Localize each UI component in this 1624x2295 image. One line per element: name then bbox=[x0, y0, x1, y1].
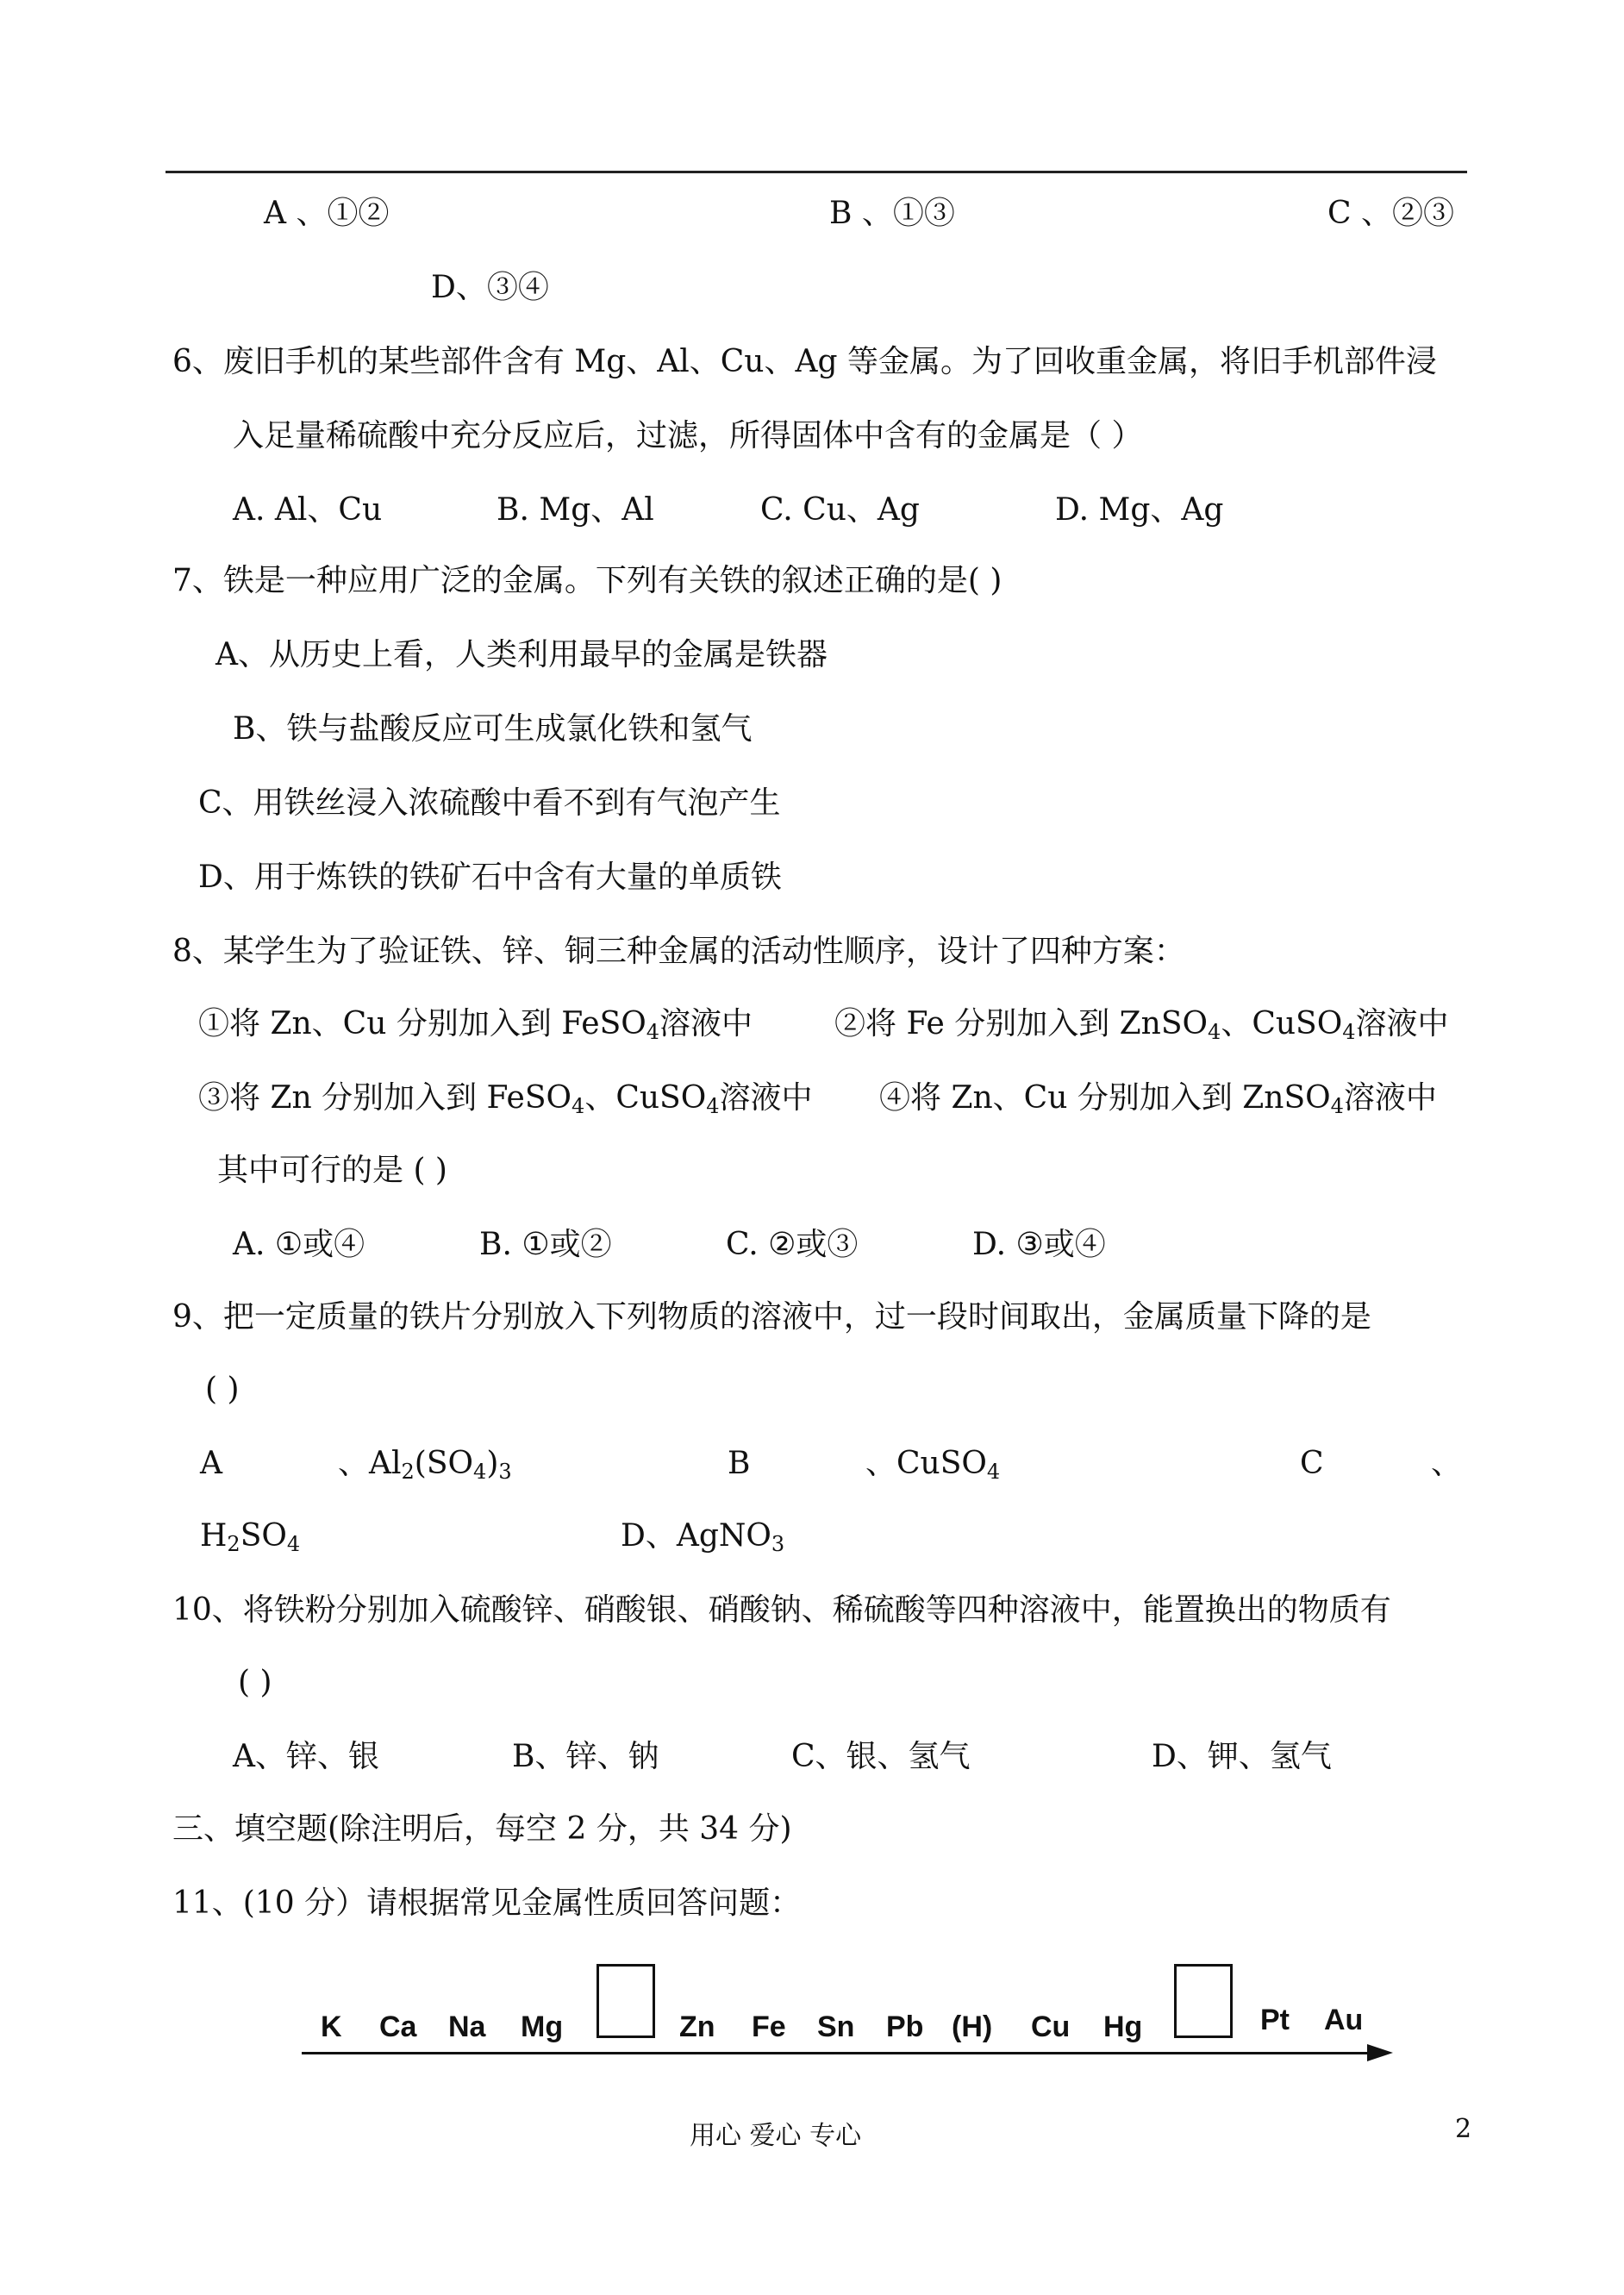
element-zn: Zn bbox=[679, 2010, 715, 2043]
q7-option-a: A、从历史上看，人类利用最早的金属是铁器 bbox=[215, 637, 828, 672]
q6-stem-line2: 入足量稀硫酸中充分反应后，过滤，所得固体中含有的金属是（ ） bbox=[233, 418, 1143, 453]
q9-answer-paren: ( ) bbox=[205, 1372, 240, 1407]
q7-stem: 7、铁是一种应用广泛的金属。下列有关铁的叙述正确的是( ) bbox=[172, 563, 1003, 598]
q10-answer-paren: ( ) bbox=[238, 1665, 272, 1700]
q10-option-d: D、钾、氢气 bbox=[1152, 1739, 1332, 1774]
q8-option-b: B. ①或② bbox=[479, 1227, 612, 1262]
element-cu: Cu bbox=[1031, 2010, 1071, 2043]
q10-stem: 10、将铁粉分别加入硫酸锌、硝酸银、硝酸钠、稀硫酸等四种溶液中，能置换出的物质有 bbox=[172, 1592, 1391, 1628]
q5-option-c: C 、②③ bbox=[1327, 196, 1454, 231]
q6-option-d: D. Mg、Ag bbox=[1055, 492, 1224, 528]
element-pt: Pt bbox=[1260, 2004, 1290, 2036]
q5-option-b: B 、①③ bbox=[829, 196, 955, 231]
element-sn: Sn bbox=[817, 2010, 855, 2043]
q6-option-c: C. Cu、Ag bbox=[760, 492, 920, 528]
q9-option-c-separator: 、 bbox=[1431, 1446, 1463, 1481]
q10-option-c: C、银、氢气 bbox=[791, 1739, 971, 1774]
page-number: 2 bbox=[1455, 2114, 1472, 2144]
q11-stem: 11、(10 分）请根据常见金属性质回答问题： bbox=[172, 1885, 802, 1921]
q8-option-a: A. ①或④ bbox=[233, 1227, 365, 1262]
q7-option-d: D、用于炼铁的铁矿石中含有大量的单质铁 bbox=[198, 860, 782, 895]
section3-title: 三、填空题(除注明后，每空 2 分，共 34 分) bbox=[172, 1811, 792, 1847]
series-arrowhead bbox=[1367, 2044, 1393, 2061]
q9-option-a: 、$Al_2(SO_4)_3$ bbox=[338, 1446, 512, 1484]
q6-stem-line1: 6、废旧手机的某些部件含有 Mg、Al、Cu、Ag 等金属。为了回收重金属，将旧手机部件浸 bbox=[172, 344, 1437, 379]
element-fe: Fe bbox=[752, 2010, 786, 2043]
q6-option-a: A. Al、Cu bbox=[233, 492, 383, 528]
q7-option-b: B、铁与盐酸反应可生成氯化铁和氢气 bbox=[233, 711, 753, 747]
blank-box-1 bbox=[597, 1964, 655, 2038]
q9-option-c-letter: C bbox=[1300, 1446, 1324, 1481]
q8-stem: 8、某学生为了验证铁、锌、铜三种金属的活动性顺序，设计了四种方案： bbox=[172, 934, 1185, 969]
q9-option-b-letter: B bbox=[728, 1446, 751, 1481]
q10-option-a: A、锌、银 bbox=[233, 1739, 379, 1774]
q9-option-c: $H_2SO_4$ bbox=[200, 1518, 301, 1556]
q9-option-b: 、CuSO$_4$ bbox=[865, 1446, 1001, 1484]
element-h: (H) bbox=[952, 2010, 993, 2043]
q7-option-c: C、用铁丝浸入浓硫酸中看不到有气泡产生 bbox=[198, 785, 781, 821]
element-k: K bbox=[321, 2010, 342, 2043]
q8-option-d: D. ③或④ bbox=[972, 1227, 1106, 1262]
q8-which: 其中可行的是 ( ) bbox=[217, 1153, 447, 1188]
element-mg: Mg bbox=[521, 2010, 564, 2043]
q5-option-a: A 、①② bbox=[264, 196, 390, 231]
footer-motto: 用心 爱心 专心 bbox=[690, 2121, 862, 2151]
q9-stem: 9、把一定质量的铁片分别放入下列物质的溶液中，过一段时间取出，金属质量下降的是 bbox=[172, 1299, 1371, 1335]
q9-option-a-letter: A bbox=[200, 1446, 222, 1481]
blank-box-2 bbox=[1174, 1964, 1233, 2038]
element-pb: Pb bbox=[886, 2010, 924, 2043]
element-au: Au bbox=[1324, 2004, 1364, 2036]
q9-option-d: D、AgNO$_3$ bbox=[621, 1518, 785, 1556]
q10-option-b: B、锌、钠 bbox=[512, 1739, 659, 1774]
q8-scheme-2: ②将 Fe 分别加入到 ZnSO$_4$、CuSO$_4$溶液中 bbox=[834, 1006, 1449, 1044]
q6-option-b: B. Mg、Al bbox=[497, 492, 654, 528]
q8-scheme-1: ①将 Zn、Cu 分别加入到 FeSO$_4$溶液中 bbox=[198, 1006, 753, 1044]
q5-option-d: D、③④ bbox=[431, 270, 549, 305]
element-na: Na bbox=[448, 2010, 486, 2043]
q8-scheme-4: ④将 Zn、Cu 分别加入到 ZnSO$_4$溶液中 bbox=[879, 1080, 1437, 1118]
header-rule bbox=[166, 171, 1467, 173]
series-arrow-line bbox=[302, 2052, 1371, 2054]
q8-scheme-3: ③将 Zn 分别加入到 FeSO$_4$、CuSO$_4$溶液中 bbox=[198, 1080, 813, 1118]
q8-option-c: C. ②或③ bbox=[726, 1227, 859, 1262]
element-hg: Hg bbox=[1103, 2010, 1143, 2043]
metal-activity-series bbox=[302, 1957, 1405, 2060]
element-ca: Ca bbox=[379, 2010, 417, 2043]
